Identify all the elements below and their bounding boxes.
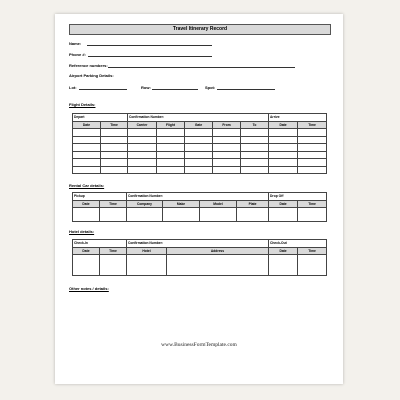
- hotel-col-hotel: Hotel: [127, 247, 167, 255]
- car-confirmation-group: Confirmation Number:: [127, 193, 269, 201]
- flight-col-arrive-date: Date: [269, 121, 298, 129]
- hotel-details-label: Hotel details:: [69, 229, 95, 234]
- car-col-pickup-time: Time: [100, 200, 127, 208]
- spot-label: Spot:: [205, 85, 216, 90]
- hotel-col-checkin-date: Date: [73, 247, 100, 255]
- car-row[interactable]: [73, 208, 327, 222]
- flight-details-label: Flight Details:: [69, 102, 96, 107]
- lot-field[interactable]: [79, 89, 127, 90]
- flight-col-flight: Flight: [157, 121, 185, 129]
- lot-label: Lot:: [69, 85, 77, 90]
- reference-label: Reference numbers:: [69, 63, 108, 68]
- hotel-checkin-group: Check-In: [73, 240, 127, 248]
- spot-field[interactable]: [217, 89, 275, 90]
- form-page: [55, 14, 343, 384]
- flight-row[interactable]: [73, 129, 327, 137]
- hotel-col-address: Address: [167, 247, 269, 255]
- flight-row[interactable]: [73, 144, 327, 152]
- hotel-checkout-group: Check-Out: [269, 240, 327, 248]
- flight-row[interactable]: [73, 151, 327, 159]
- rental-car-table: [72, 192, 327, 222]
- flight-confirmation-group: Confirmation Number:: [128, 114, 269, 122]
- flight-col-arrive-time: Time: [298, 121, 327, 129]
- phone-field[interactable]: [88, 56, 212, 57]
- name-label: Name:: [69, 41, 82, 46]
- flight-col-gate: Gate: [185, 121, 213, 129]
- car-col-model: Model: [200, 200, 237, 208]
- car-pickup-group: Pickup: [73, 193, 127, 201]
- flight-col-depart-time: Time: [101, 121, 128, 129]
- hotel-col-checkout-date: Date: [269, 247, 298, 255]
- car-dropoff-group: Drop Off: [269, 193, 327, 201]
- car-col-dropoff-time: Time: [298, 200, 327, 208]
- flight-col-from: From: [213, 121, 241, 129]
- hotel-col-checkout-time: Time: [298, 247, 327, 255]
- name-field[interactable]: [87, 45, 212, 46]
- car-col-company: Company: [127, 200, 163, 208]
- flight-col-carrier: Carrier: [128, 121, 157, 129]
- hotel-confirmation-group: Confirmation Number:: [127, 240, 269, 248]
- flight-row[interactable]: [73, 159, 327, 167]
- hotel-table: [72, 239, 327, 276]
- flight-arrive-group: Arrive: [269, 114, 327, 122]
- flight-depart-group: Depart: [73, 114, 128, 122]
- hotel-row[interactable]: [73, 255, 327, 276]
- row-label: Row:: [141, 85, 151, 90]
- form-title: Travel Itinerary Record: [69, 24, 331, 35]
- rental-car-label: Rental Car details:: [69, 183, 105, 188]
- car-col-pickup-date: Date: [73, 200, 100, 208]
- reference-field[interactable]: [108, 67, 295, 68]
- row-field[interactable]: [152, 89, 198, 90]
- footer-url: www.BusinessFormTemplate.com: [161, 342, 237, 348]
- hotel-col-checkin-time: Time: [100, 247, 127, 255]
- other-notes-label: Other notes / details:: [69, 286, 109, 291]
- flight-col-depart-date: Date: [73, 121, 101, 129]
- flight-row[interactable]: [73, 166, 327, 174]
- flight-col-to: To: [241, 121, 269, 129]
- car-col-plate: Plate: [237, 200, 269, 208]
- phone-label: Phone #:: [69, 52, 86, 57]
- flight-row[interactable]: [73, 136, 327, 144]
- airport-parking-label: Airport Parking Details:: [69, 73, 114, 78]
- car-col-make: Make: [163, 200, 200, 208]
- flight-table: [72, 113, 327, 174]
- car-col-dropoff-date: Date: [269, 200, 298, 208]
